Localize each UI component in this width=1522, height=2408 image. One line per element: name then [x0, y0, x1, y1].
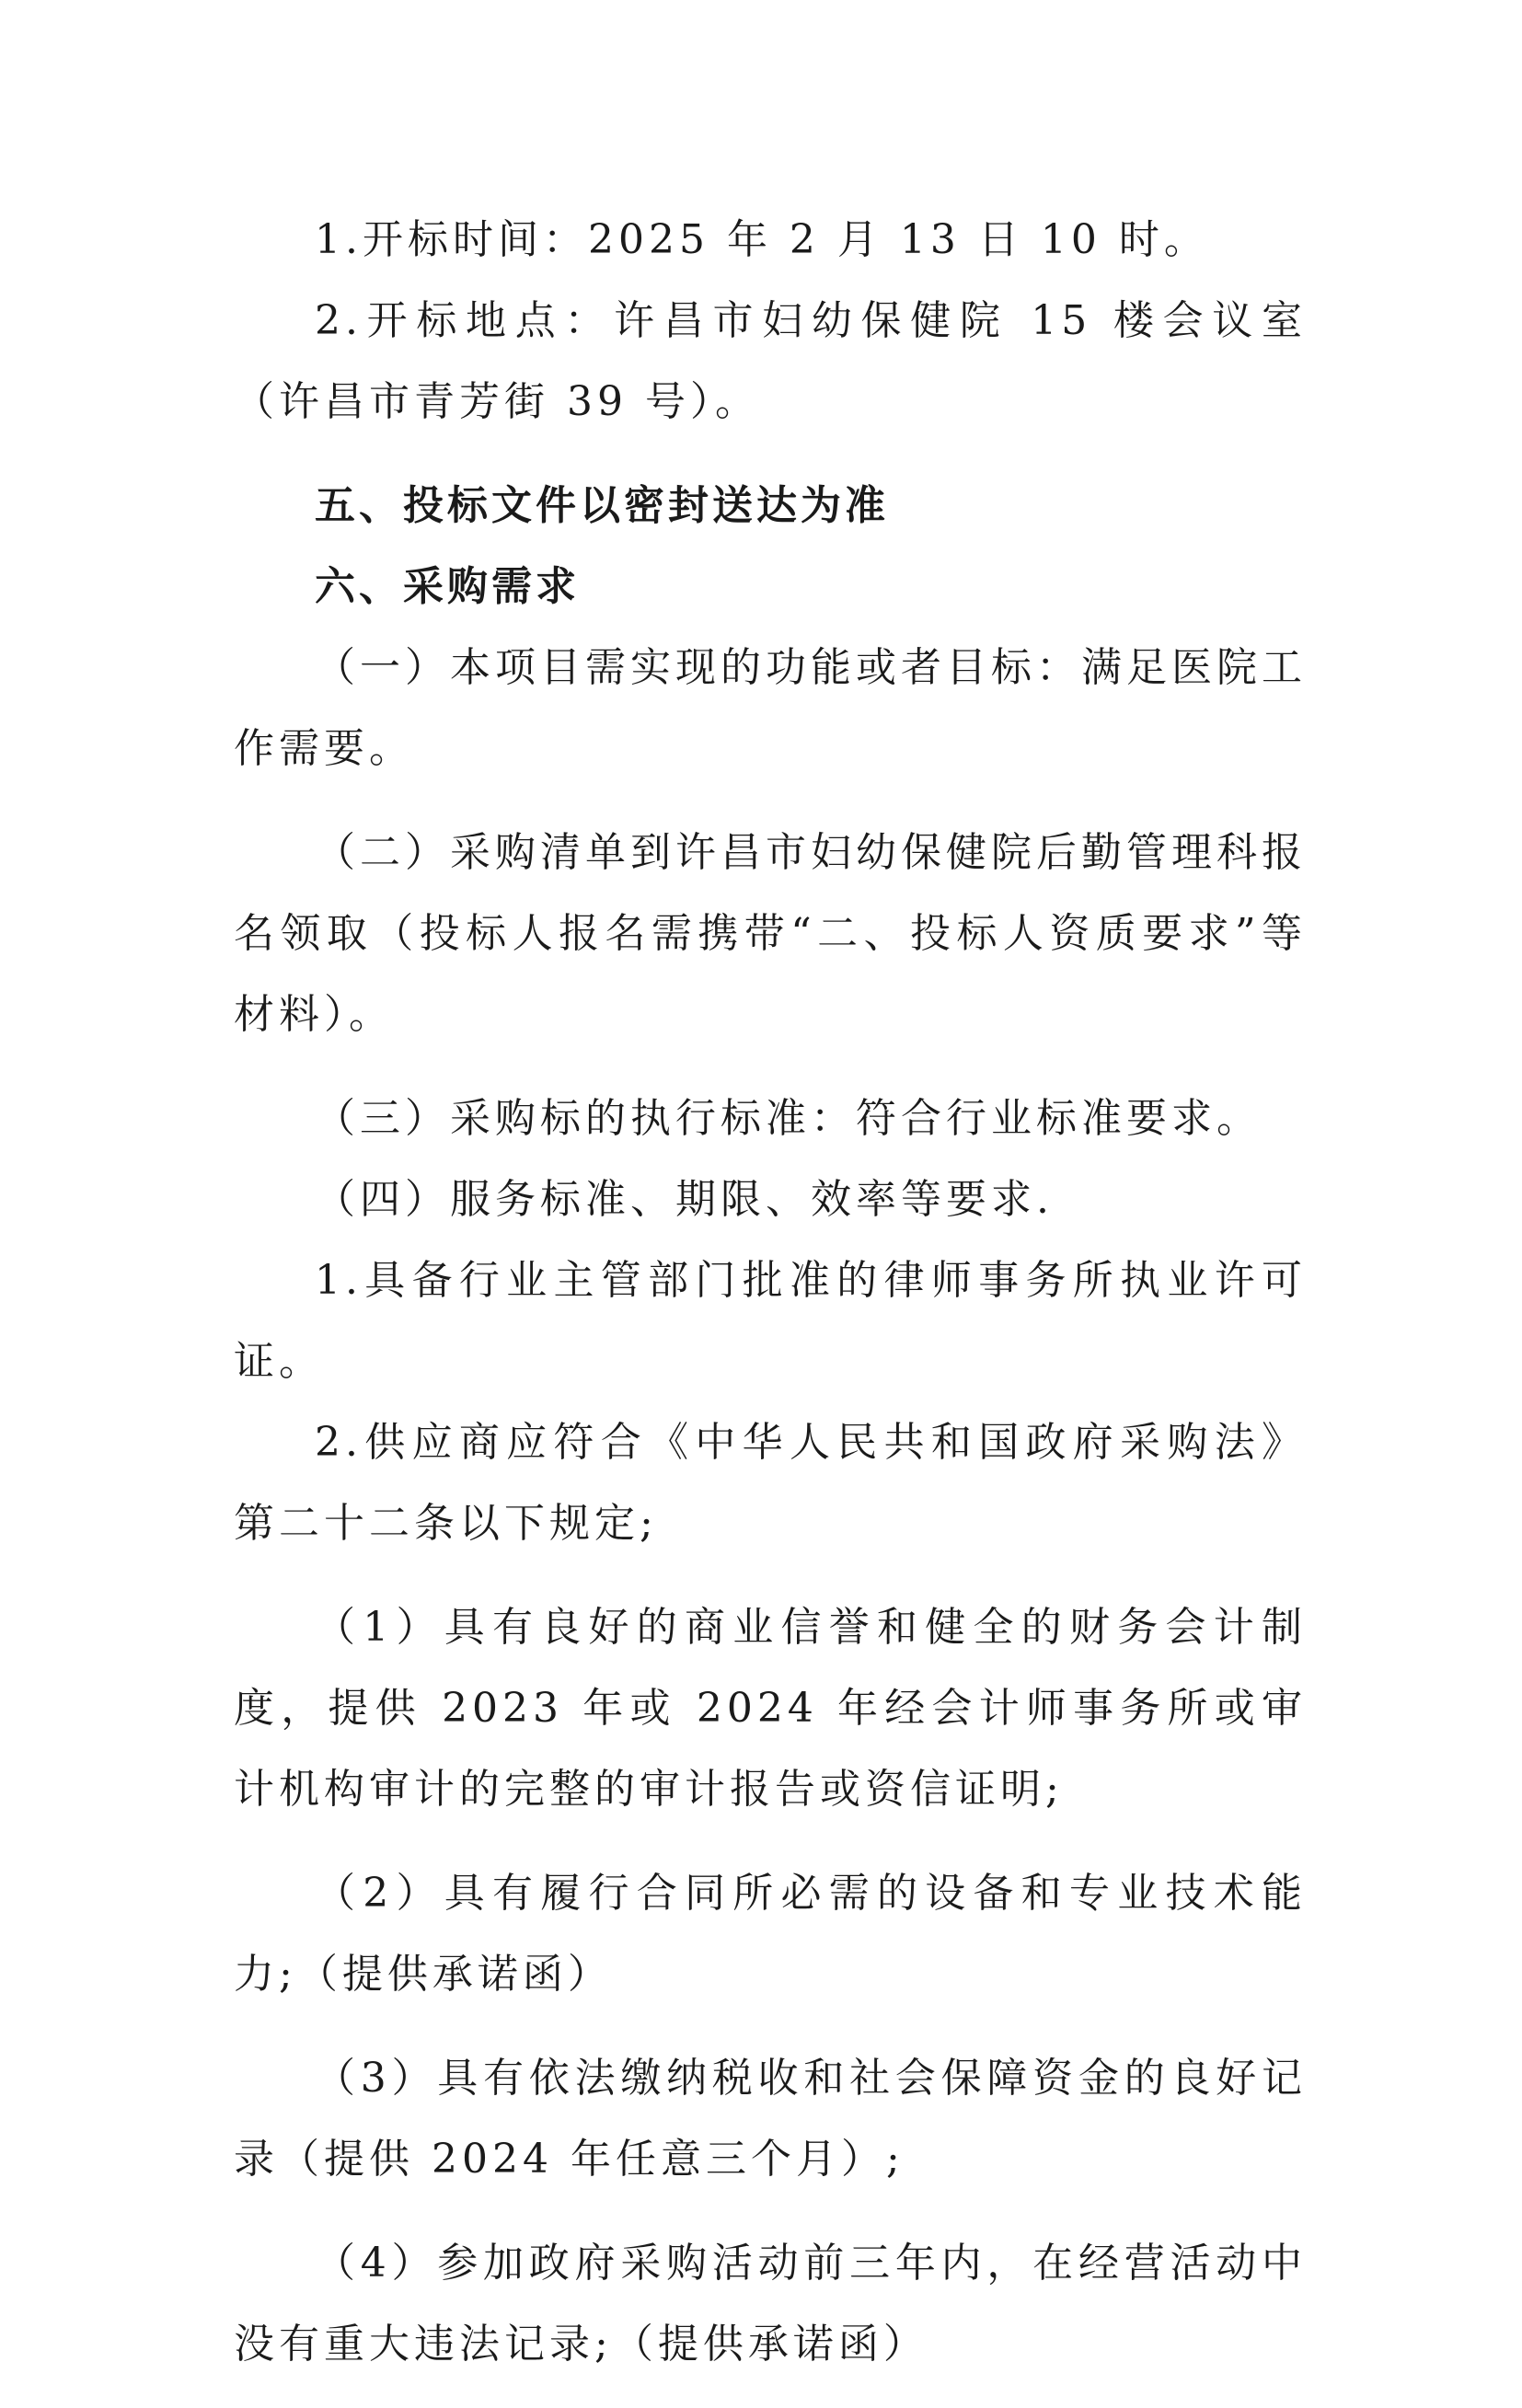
service-point-1: 1.具备行业主管部门批准的律师事务所执业许可证。	[234, 1257, 1307, 1385]
requirement-4: （四）服务标准、期限、效率等要求.	[315, 1176, 1054, 1223]
requirement-1: （一）本项目需实现的功能或者目标：满足医院工作需要。	[234, 644, 1307, 772]
requirement-2: （二）采购清单到许昌市妇幼保健院后勤管理科报名领取（投标人报名需携带“二、投标人资质要求”等材料）。	[234, 829, 1307, 1038]
section-6-title: 六、采购需求	[315, 563, 580, 610]
opening-location: 2.开标地点：许昌市妇幼保健院 15 楼会议室（许昌市青芳街 39 号）。	[234, 297, 1307, 425]
service-point-2: 2.供应商应符合《中华人民共和国政府采购法》第二十二条以下规定;	[234, 1419, 1307, 1547]
opening-time: 1.开标时间：2025 年 2 月 13 日 10 时。	[315, 216, 1209, 263]
condition-2: （2）具有履行合同所必需的设备和专业技术能力;（提供承诺函）	[234, 1870, 1307, 1998]
condition-1: （1）具有良好的商业信誉和健全的财务会计制度，提供 2023 年或 2024 年经会计师事务所或审计机构审计的完整的审计报告或资信证明;	[234, 1604, 1307, 1813]
condition-4: （4）参加政府采购活动前三年内，在经营活动中没有重大违法记录;（提供承诺函）	[234, 2240, 1307, 2368]
document-body	[234, 200, 1307, 2408]
requirement-3: （三）采购标的执行标准：符合行业标准要求。	[315, 1095, 1262, 1142]
condition-3: （3）具有依法缴纳税收和社会保障资金的良好记录（提供 2024 年任意三个月）;	[234, 2055, 1307, 2183]
section-5-title: 五、投标文件以密封送达为准	[315, 482, 889, 529]
